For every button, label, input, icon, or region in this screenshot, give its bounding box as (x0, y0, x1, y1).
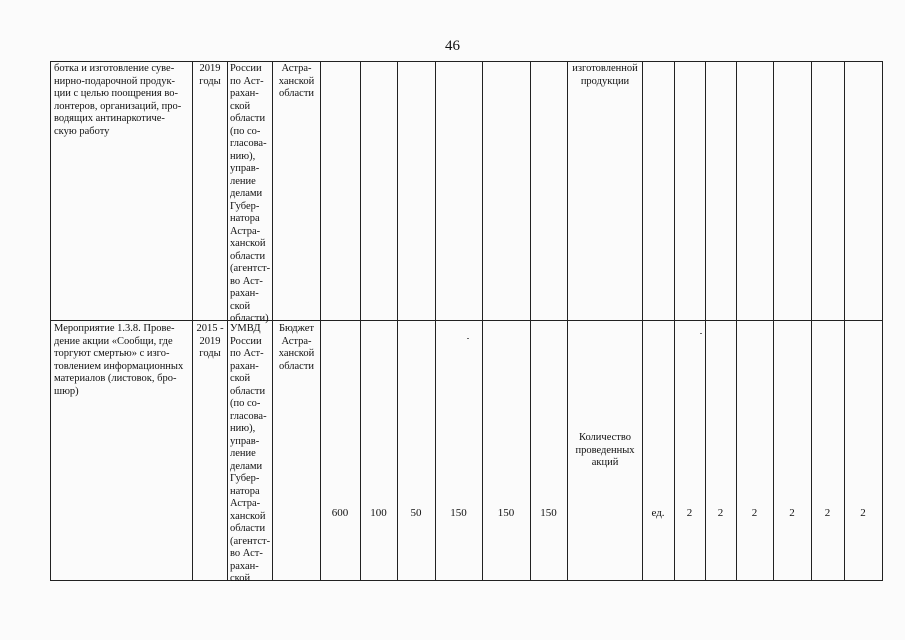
period-cell: 2019 годы (199, 63, 221, 87)
executor-cell: УМВД России по Аст- рахан- ской области (по со- гласова- нию), управ- ление делами Губер- натора Астра- ханской области (агентст- во Аст- рахан- ской (230, 323, 271, 584)
indicator-value-cell: 2 (751, 507, 758, 519)
indicator-value-cell: 2 (860, 507, 866, 519)
program-table (50, 61, 883, 584)
unit-cell: ед. (651, 507, 665, 519)
funding-source-cell: Астра- ханской области (278, 63, 315, 99)
funding-year-cell: 150 (540, 507, 557, 519)
indicator-value-cell: 2 (686, 507, 693, 519)
executor-cell: России по Аст- рахан- ской области (по со- гласова- нию), управ- ление делами Губер- натора Астра- ханской области (агентст- во Аст- рахан- ской области) (230, 63, 271, 324)
funding-source-cell: Бюджет Астра- ханской области (278, 323, 315, 372)
funding-year-cell: 150 (497, 507, 515, 519)
funding-year-cell: 100 (370, 507, 387, 519)
indicator-cell: изготовленной продукции (572, 63, 638, 87)
scan-speck (700, 333, 702, 334)
funding-total: 600 (331, 507, 349, 519)
indicator-value-cell: 2 (717, 507, 724, 519)
indicator-value-cell: 2 (789, 507, 795, 519)
measure-cell: ботка и изготовление суве- нирно-подарочной продук- ции с целью поощрения во- лонтеров, организаций, про- водящих антинаркотиче- скую работу (54, 63, 182, 137)
scan-speck (467, 338, 469, 339)
funding-year-cell: 150 (450, 507, 467, 519)
measure-cell: Мероприятие 1.3.8. Прове- дение акции «Сообщи, где торгуют смертью» с изго- товлением информационных материалов (листовок, бро- шюр) (54, 323, 184, 397)
period-cell: 2015 - 2019 годы (196, 323, 224, 359)
page-number: 46 (445, 38, 460, 54)
funding-year-cell: 50 (410, 507, 422, 519)
indicator-cell: Количество проведенных акций (575, 432, 635, 468)
indicator-value-cell: 2 (824, 507, 831, 519)
